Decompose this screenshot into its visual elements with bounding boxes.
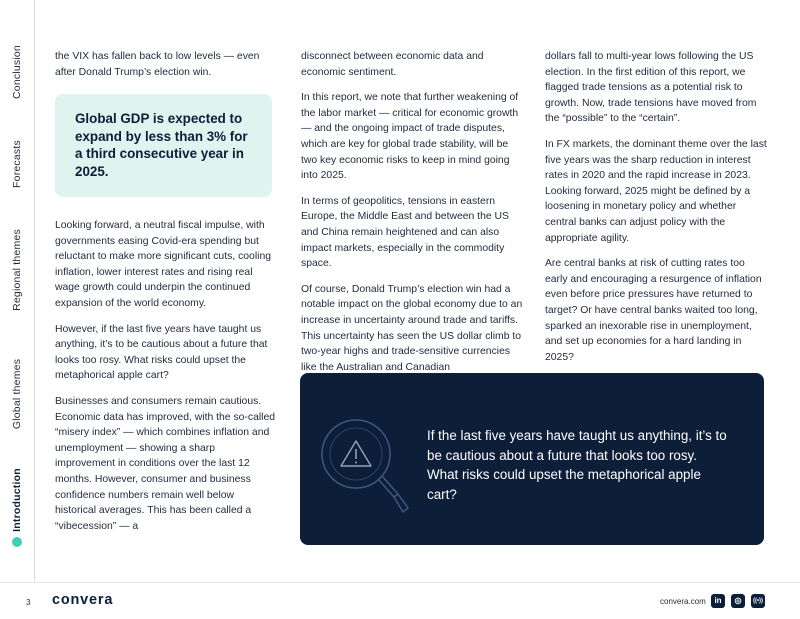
page-footer: [0, 582, 800, 619]
callout-text: Global GDP is expected to expand by less than 3% for a third consecutive year in 2025.: [75, 111, 248, 179]
instagram-icon[interactable]: ◎: [731, 594, 745, 608]
body-paragraph: dollars fall to multi-year lows following the US election. In the first edition of this report, we flagged trade tensions as a potential risk to growth. Now, trade tensions have moved from the “possible” to the “certain”.: [545, 51, 757, 125]
column-3: [545, 49, 767, 375]
pull-quote-box: [300, 373, 764, 545]
convera-logo[interactable]: convera: [52, 592, 114, 608]
body-paragraph: disconnect between economic data and economic sentiment.: [301, 51, 484, 78]
active-indicator-dot: [12, 537, 22, 547]
column-1-top: [55, 49, 277, 90]
pull-quote-text: If the last five years have taught us anything, it’s to be cautious about a future that looks too rosy. What risks could upset the metaphorical apple cart?: [427, 428, 727, 502]
nav-forecasts[interactable]: Forecasts: [11, 140, 23, 188]
page-number: 3: [26, 598, 31, 607]
body-paragraph: In this report, we note that further weakening of the labor market — critical for economic growth — and the ongoing impact of trade disputes, which are key for global trade stability, will be two key economic risks to keep in mind going into 2025.: [301, 92, 519, 182]
gdp-callout: [55, 94, 272, 197]
sidebar-nav: [0, 0, 35, 582]
body-paragraph: In FX markets, the dominant theme over the last five years was the sharp reduction in interest rates in 2020 and the rapid increase in 2023. Looking forward, 2025 might be defined by a loosening in monetary policy and whether central banks can adjust policy with the appropriate agility.: [545, 138, 767, 244]
body-paragraph: However, if the last five years have taught us anything, it’s to be cautious about a future that looks too rosy. What risks could upset the metaphorical apple cart?: [55, 323, 268, 382]
podcast-icon[interactable]: ((•)): [751, 594, 765, 608]
body-paragraph: the VIX has fallen back to low levels — even after Donald Trump’s election win.: [55, 51, 260, 78]
magnifier-warning-icon: [320, 408, 410, 518]
nav-regional-themes[interactable]: Regional themes: [11, 229, 23, 311]
website-link[interactable]: convera.com: [660, 597, 706, 606]
body-paragraph: Of course, Donald Trump’s election win had a notable impact on the global economy due to an increase in uncertainty around trade and tariffs. This uncertainty has seen the US dollar climb to two-year highs and trade-sensitive currencies like the Australian and Canadian: [301, 283, 523, 373]
body-paragraph: Looking forward, a neutral fiscal impulse, with governments easing Covid-era spending but reluctant to make more significant cuts, cooling inflation, lower interest rates and rising real wage growth could underpin the continued expansion of the world economy.: [55, 220, 271, 309]
body-paragraph: Are central banks at risk of cutting rates too early and encouraging a resurgence of inflation even before price pressures have returned to target? Or have central banks waited too long, sparked an inexorable rise in unemployment, and set up economies for a hard landing in 2025?: [545, 258, 762, 363]
nav-global-themes[interactable]: Global themes: [11, 358, 23, 430]
nav-introduction[interactable]: Introduction: [11, 468, 23, 532]
body-paragraph: Businesses and consumers remain cautious. Economic data has improved, with the so-called “misery index” — which combines inflation and unemployment — showing a sharp improvement in conditions over the last 12 months. However, consumer and business confidence numbers remain well below historical averages. This has been called a “vibecession” — a: [55, 395, 276, 532]
linkedin-icon[interactable]: in: [711, 594, 725, 608]
nav-conclusion[interactable]: Conclusion: [11, 45, 23, 99]
column-2: [301, 49, 523, 385]
body-paragraph: In terms of geopolitics, tensions in eastern Europe, the Middle East and between the US and China remain heightened and can also impact markets, especially in the commodity space.: [301, 195, 509, 270]
column-1-body: [55, 218, 277, 544]
